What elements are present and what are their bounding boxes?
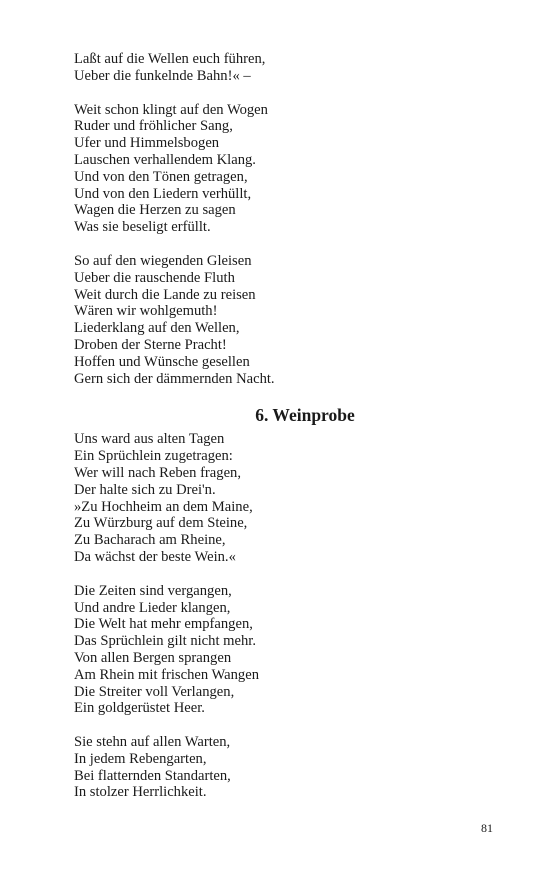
verse-line: Zu Bacharach am Rheine, — [74, 532, 226, 549]
stanza — [74, 253, 484, 387]
verse-line: Zu Würzburg auf dem Steine, — [74, 515, 248, 532]
verse-line: Die Streiter voll Verlangen, — [74, 683, 235, 700]
verse-line: Hoffen und Wünsche gesellen — [74, 353, 250, 370]
stanza — [74, 431, 484, 565]
stanza — [74, 51, 484, 85]
verse-line: Und von den Tönen getragen, — [74, 168, 248, 185]
verse-line: Droben der Sterne Pracht! — [74, 336, 227, 353]
verse-line: Wer will nach Reben fragen, — [74, 464, 241, 481]
verse-line: In jedem Rebengarten, — [74, 750, 207, 767]
stanza — [74, 102, 484, 236]
verse-line: Und von den Liedern verhüllt, — [74, 185, 252, 202]
verse-line: Lauschen verhallendem Klang. — [74, 151, 256, 168]
stanza — [74, 734, 484, 801]
page-number: 81 — [481, 821, 493, 835]
verse-line: Und andre Lieder klangen, — [74, 599, 231, 616]
verse-line: Ueber die rauschende Fluth — [74, 269, 235, 286]
verse-line: Sie stehn auf allen Warten, — [74, 734, 231, 751]
verse-line: Da wächst der beste Wein.« — [74, 548, 236, 565]
verse-line: Ein goldgerüstet Heer. — [74, 700, 205, 717]
verse-line: Am Rhein mit frischen Wangen — [74, 666, 259, 683]
verse-line: Ein Sprüchlein zugetragen: — [74, 448, 233, 465]
verse-line: Uns ward aus alten Tagen — [74, 431, 225, 448]
verse-line: »Zu Hochheim an dem Maine, — [74, 498, 253, 515]
poem-title: 6. Weinprobe — [255, 405, 355, 426]
verse-line: Der halte sich zu Drei'n. — [74, 481, 216, 498]
verse-line: Ueber die funkelnde Bahn!« – — [74, 67, 251, 84]
verse-line: Das Sprüchlein gilt nicht mehr. — [74, 633, 256, 650]
verse-line: Die Zeiten sind vergangen, — [74, 582, 232, 599]
verse-line: Laßt auf die Wellen euch führen, — [74, 51, 266, 67]
verse-line: Weit schon klingt auf den Wogen — [74, 101, 268, 118]
verse-line: Liederklang auf den Wellen, — [74, 320, 240, 337]
verse-line: Wären wir wohlgemuth! — [74, 303, 218, 320]
verse-line: Wagen die Herzen zu sagen — [74, 202, 236, 219]
verse-line: Ufer und Himmelsbogen — [74, 135, 220, 152]
verse-line: Von allen Bergen sprangen — [74, 649, 232, 666]
verse-line: In stolzer Herrlichkeit. — [74, 784, 207, 801]
stanza — [74, 583, 484, 717]
verse-line: Bei flatternden Standarten, — [74, 767, 231, 784]
verse-line: Ruder und fröhlicher Sang, — [74, 118, 233, 135]
verse-line: Weit durch die Lande zu reisen — [74, 286, 256, 303]
page-body — [74, 51, 484, 818]
verse-line: So auf den wiegenden Gleisen — [74, 252, 252, 269]
verse-line: Was sie beseligt erfüllt. — [74, 219, 211, 236]
verse-line: Gern sich der dämmernden Nacht. — [74, 370, 275, 387]
verse-line: Die Welt hat mehr empfangen, — [74, 616, 253, 633]
